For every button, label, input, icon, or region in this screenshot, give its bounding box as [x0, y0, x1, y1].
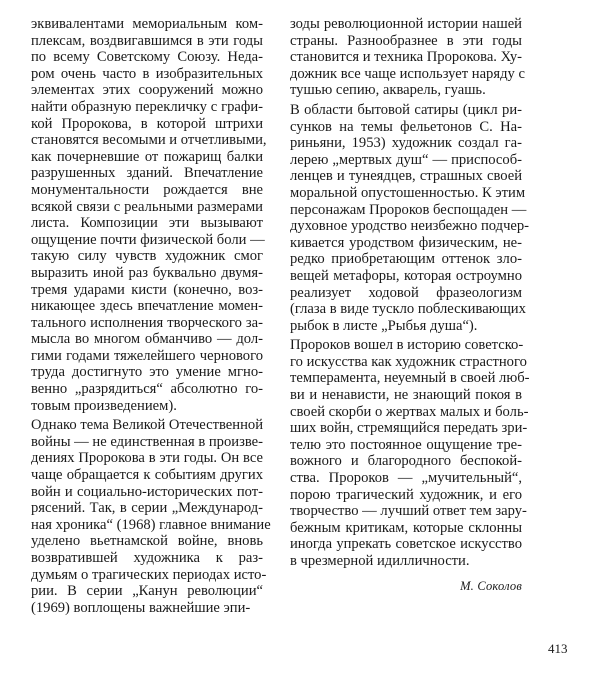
- text-line: (1969) воплощены важнейшие эпи-: [31, 599, 251, 616]
- text-line: телю это постоянное ощущение тре-: [290, 436, 522, 453]
- paragraph: [31, 16, 267, 414]
- text-line: персонажам Пророков беспощаден —: [290, 201, 527, 218]
- text-line: риньяни, 1953) художник создал га-: [290, 135, 522, 152]
- text-line: тального исполнения творческого за-: [31, 314, 263, 331]
- text-line: ства. Пророков — „мучительный“,: [290, 470, 522, 487]
- text-line: ром очень часто в изобразительных: [31, 65, 263, 82]
- text-line: тремя ударами кисти (конечно, воз-: [31, 281, 263, 298]
- paragraph: [31, 417, 271, 616]
- text-line: эквивалентами мемориальным ком-: [31, 16, 263, 32]
- text-line: сунков на темы фельетонов С. На-: [290, 118, 522, 135]
- text-line: становятся весомыми и отчетливыми,: [31, 132, 267, 149]
- text-line: тушью сепию, акварель, гуашь.: [290, 82, 486, 99]
- text-line: ощущение почти физической боли —: [31, 231, 265, 248]
- text-line: ших войн, стремящийся передать зри-: [290, 420, 528, 437]
- text-line: вожного и благородного беспокой-: [290, 453, 522, 470]
- text-line: возвратившей художника к раз-: [31, 550, 263, 566]
- text-line: рии. В серии „Канун революции“: [31, 583, 263, 600]
- text-line: такую силу чувств художник смог: [31, 248, 263, 265]
- author-signature: М. Соколов: [460, 579, 522, 593]
- text-line: моральной опустошенностью. К этим: [290, 184, 526, 201]
- text-line: иногда упрекать советское искусство: [290, 536, 522, 553]
- text-line: реализует ходовой фразеологизм: [290, 284, 522, 301]
- text-line: темперамента, неуемный в своей люб-: [290, 370, 530, 387]
- text-line: уделено вьетнамской войне, вновь: [31, 533, 263, 550]
- text-line: разрушенных зданий. Впечатление: [31, 165, 263, 182]
- text-line: монументальности рождается вне: [31, 181, 263, 198]
- page-number: 413: [548, 641, 568, 656]
- text-line: всякой связи с реальными размерами: [31, 198, 263, 215]
- text-line: лерею „мертвых душ“ — приспособ-: [290, 151, 522, 168]
- paragraph: [290, 101, 530, 334]
- text-line: Однако тема Великой Отечественной: [31, 417, 263, 434]
- text-line: порою трагический художник, и его: [290, 486, 522, 503]
- text-line: как почерневшие от пожарищ балки: [31, 148, 263, 165]
- text-line: вещей метафоры, которая остроумно: [290, 267, 522, 284]
- text-line: В области бытовой сатиры (цикл ри-: [290, 101, 522, 118]
- left-column: [31, 16, 271, 619]
- text-line: бежным критикам, которые склонны: [290, 519, 522, 536]
- text-line: творчество — лучший ответ тем зару-: [290, 503, 527, 520]
- text-line: Пророков вошел в историю советско-: [290, 337, 524, 354]
- text-line: (глаза в виде тускло поблескивающих: [290, 301, 526, 318]
- text-line: войны — не единственная в произве-: [31, 433, 263, 450]
- text-line: зоды революционной истории нашей: [290, 16, 522, 32]
- text-line: духовное уродство неизбежно подчер-: [290, 218, 530, 235]
- text-line: ви и ненависти, не знающий покоя в: [290, 387, 522, 404]
- text-line: плексам, воздвигавшимся в эти годы: [31, 32, 263, 49]
- paragraph: [290, 16, 525, 99]
- text-line: по всему Советскому Союзу. Неда-: [31, 49, 263, 66]
- text-line: кой Пророкова, в которой штрихи: [31, 115, 263, 132]
- text-line: мысла во многом обманчиво — дол-: [31, 331, 263, 348]
- text-line: листа. Композиции эти вызывают: [31, 215, 263, 232]
- text-line: элементах этих сооружений можно: [31, 82, 263, 99]
- text-line: никающее здесь впечатление момен-: [31, 298, 263, 315]
- text-line: найти образную перекличку с графи-: [31, 98, 263, 115]
- text-line: становится и техника Пророкова. Ху-: [290, 49, 523, 66]
- text-line: в чрезмерной идилличности.: [290, 553, 470, 569]
- text-line: труда достигнуто это умение мгно-: [31, 364, 263, 381]
- text-line: рясений. Так, в серии „Международ-: [31, 500, 263, 517]
- text-line: дениях Пророкова в эти годы. Он все: [31, 450, 263, 467]
- text-line: кивается уродством физическим, не-: [290, 234, 522, 251]
- text-line: товым произведением).: [31, 397, 177, 414]
- text-line: ная хроника“ (1968) главное внимание: [31, 516, 271, 533]
- paragraph: [290, 337, 530, 569]
- right-column: [290, 16, 530, 573]
- text-line: гими годами тяжелейшего чернового: [31, 347, 263, 364]
- text-line: войн и социально-исторических пот-: [31, 483, 263, 500]
- text-line: рыбок в листе „Рыбья душа“).: [290, 317, 478, 334]
- text-line: венно „разрядиться“ абсолютно го-: [31, 381, 263, 398]
- text-line: выразить иной раз буквально двумя-: [31, 264, 263, 281]
- text-line: редко приобретающим оттенок зло-: [290, 251, 522, 268]
- text-line: ленцев и тунеядцев, страшных своей: [290, 168, 522, 185]
- text-line: думьям о трагических периодах исто-: [31, 566, 267, 583]
- text-line: чаще обращается к событиям других: [31, 467, 263, 484]
- text-line: своей скорби о жертвах малых и боль-: [290, 403, 529, 420]
- text-line: дожник все чаще использует наряду с: [290, 65, 525, 82]
- text-line: страны. Разнообразнее в эти годы: [290, 32, 522, 49]
- text-line: го искусства как художник страстного: [290, 353, 527, 370]
